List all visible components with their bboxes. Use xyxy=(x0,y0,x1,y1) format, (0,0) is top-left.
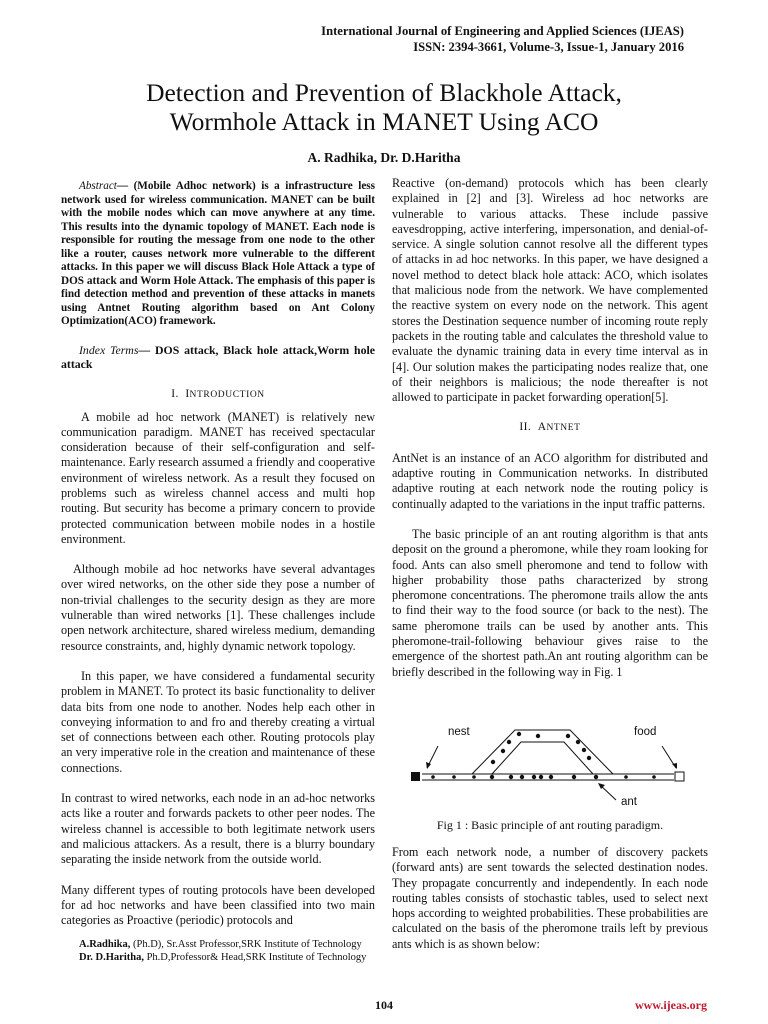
antnet-paragraph-3: From each network node, a number of discovery packets (forward ants) are sent towards the selected destination nodes. They propagate concurrently and independently. In each node routing tables consists of stochastic tables, used to select next hops according to weighted probabilities. These probabilities are calculated on the basis of the pheromone trails left by previous ants which is as shown below: xyxy=(392,845,708,951)
ant-dot xyxy=(587,756,591,760)
food-box xyxy=(675,772,684,781)
antnet-paragraph-2: The basic principle of an ant routing algorithm is that ants deposit on the ground a pheromone, while they roam looking for food. Ants can also smell pheromone and tend to follow with higher probability those paths characterized by strong pheromone concentrations. The pheromone trails allow the ants to find their way to the food source (or back to the nest). The same pheromone trails can be used by another ants. This pheromone-trail-following behaviour gives raise to the emergence of the shortest path.An ant routing algorithm can be briefly described in the following way in Fig. 1 xyxy=(392,526,708,679)
figure-caption: Fig 1 : Basic principle of ant routing paradigm. xyxy=(436,818,664,832)
nest-box xyxy=(411,772,420,781)
intro-body xyxy=(61,410,375,929)
ant-dot xyxy=(472,775,476,779)
food-label: food xyxy=(634,726,657,738)
ant-dot xyxy=(507,740,511,744)
ant-label: ant xyxy=(621,796,637,808)
paper-title-line1: Detection and Prevention of Blackhole Attack, xyxy=(146,78,622,107)
index-terms xyxy=(61,343,375,371)
left-column xyxy=(61,180,375,943)
footnote-author-1: A.Radhika, (Ph.D), Sr.Asst Professor,SRK Institute of Technology xyxy=(79,939,362,950)
ant-dot xyxy=(452,775,456,779)
ant-dot xyxy=(572,775,576,779)
index-terms-label: Index Terms xyxy=(79,342,139,357)
ant-dot xyxy=(576,740,580,744)
author-footnotes xyxy=(79,938,379,964)
ant-dot xyxy=(490,775,494,779)
abstract-text: — (Mobile Adhoc network) is a infrastructure less network used for wireless communication. MANET can be built with the mobile nodes which can move anywhere at any time. This results into the dynamic topology of MANET. Each node is responsible for routing the message from one node to the other like a router, causes network more vulnerable to the different attacks. In this paper we will discuss Black Hole Attack a type of DOS attack and Worm Hole Attack. The emphasis of this paper is find detection method and prevention of these attacks in manets using Antnet Routing algorithm based on Ant Colony Optimization(ACO) framework. xyxy=(61,180,375,327)
intro-paragraph-4: In contrast to wired networks, each node in an ad-hoc networks acts like a router and forwards packets to other peer nodes. The wireless channel is accessible to both legitimate network users and malicious attackers. As a result, there is a blurry boundary separating the inside network from the outside world. xyxy=(61,791,375,867)
ant-dot xyxy=(520,775,524,779)
ant-dot xyxy=(594,775,598,779)
paper-title-line2: Wormhole Attack in MANET Using ACO xyxy=(169,107,599,136)
journal-name: International Journal of Engineering and Applied Sciences (IJEAS) xyxy=(321,24,684,38)
ant-dot xyxy=(624,775,628,779)
ant-dot xyxy=(536,734,540,738)
antnet-paragraph-1: AntNet is an instance of an ACO algorithm for distributed and adaptive routing in Communication networks. In distributed adaptive routing at each network node the routing policy is continually adapted to the variations in the input traffic patterns. xyxy=(392,450,708,511)
ant-dot xyxy=(549,775,553,779)
ant-dot xyxy=(582,748,586,752)
intro-paragraph-2: Although mobile ad hoc networks have several advantages over wired networks, on the other side they pose a number of non-trivial challenges to the security design as they are more vulnerable than wired networks [1]. These challenges include open network architecture, shared wireless medium, demanding resource constraints, and, highly dynamic network topology. xyxy=(61,562,375,653)
ant-dot xyxy=(501,749,505,753)
ant-dot xyxy=(431,775,435,779)
upper-path-outer xyxy=(472,730,613,774)
intro-paragraph-5: Many different types of routing protocols have been developed for ad hoc networks and have been classified into two main categories as Proactive (periodic) protocols and xyxy=(61,882,375,928)
journal-issn: ISSN: 2394-3661, Volume-3, Issue-1, January 2016 xyxy=(413,40,684,54)
journal-header xyxy=(321,23,684,55)
intro-paragraph-1: A mobile ad hoc network (MANET) is relatively new communication paradigm. MANET has received spectacular consideration because of their self-configuration and self-maintenance. Early research assumed a friendly and cooperative environment of wireless network. As a result they focused on problems such as wireless channel access and multi hop routing. But security has become a primary concern to provide protected communication between mobile nodes in a hostile environment. xyxy=(61,409,375,546)
page-number: 104 xyxy=(375,998,393,1012)
figure-ant-routing xyxy=(408,720,708,812)
paper-authors: A. Radhika, Dr. D.Haritha xyxy=(307,150,461,165)
section-heading-antnet: II. ANTNET xyxy=(519,421,581,434)
ant-dot xyxy=(652,775,656,779)
right-paragraph-1: Reactive (on-demand) protocols which has been clearly explained in [2] and [3]. Wireless ad hoc networks are vulnerable to various attacks. These include passive eavesdropping, active interfering, impersonation, and denial-of-service. A single solution cannot resolve all the different types of attacks in ad hoc networks. In this paper, we have designed a novel method to detect black hole attack: ACO, which isolates that malicious node from the network. We have complemented the reactive system on every node on the network. This agent stores the Destination sequence number of incoming route reply packets in the routing table and calculates the threshold value to evaluate the dynamic training data in every time interval as in [4]. Our solution makes the participating nodes realize that, one of their neighbors is malicious; the node thereafter is not allowed to participate in packet forwarding operation[5]. xyxy=(392,176,708,405)
intro-paragraph-3: In this paper, we have considered a fundamental security problem in MANET. To protect its basic functionality to deliver data bits from one node to another. Nodes help each other in conveying information to and fro and thereby creating a virtual set of connections between each other. Routing protocols play an very imperative role in the creation and maintenance of these connections. xyxy=(61,668,375,775)
ant-dot xyxy=(517,732,521,736)
right-column-lower xyxy=(392,845,708,967)
abstract xyxy=(61,180,375,329)
journal-url[interactable]: www.ijeas.org xyxy=(635,998,707,1012)
ant-dot xyxy=(532,775,536,779)
ant-dot xyxy=(509,775,513,779)
ant-dot xyxy=(539,775,543,779)
ant-dot xyxy=(491,760,495,764)
nest-arrow-head xyxy=(426,762,431,769)
paper-title xyxy=(0,78,768,136)
nest-label: nest xyxy=(448,726,470,738)
ants-lower-path xyxy=(431,775,656,779)
index-terms-text: — DOS attack, Black hole attack,Worm hole attack xyxy=(61,342,375,371)
abstract-label: Abstract xyxy=(79,180,117,192)
upper-path-inner xyxy=(492,742,593,774)
right-column xyxy=(392,176,708,695)
ant-dot xyxy=(566,734,570,738)
food-arrow-head xyxy=(672,763,677,769)
footnote-author-2: Dr. D.Haritha, Ph.D,Professor& Head,SRK Institute of Technology xyxy=(79,952,367,963)
section-heading-introduction: I. INTRODUCTION xyxy=(171,387,265,400)
